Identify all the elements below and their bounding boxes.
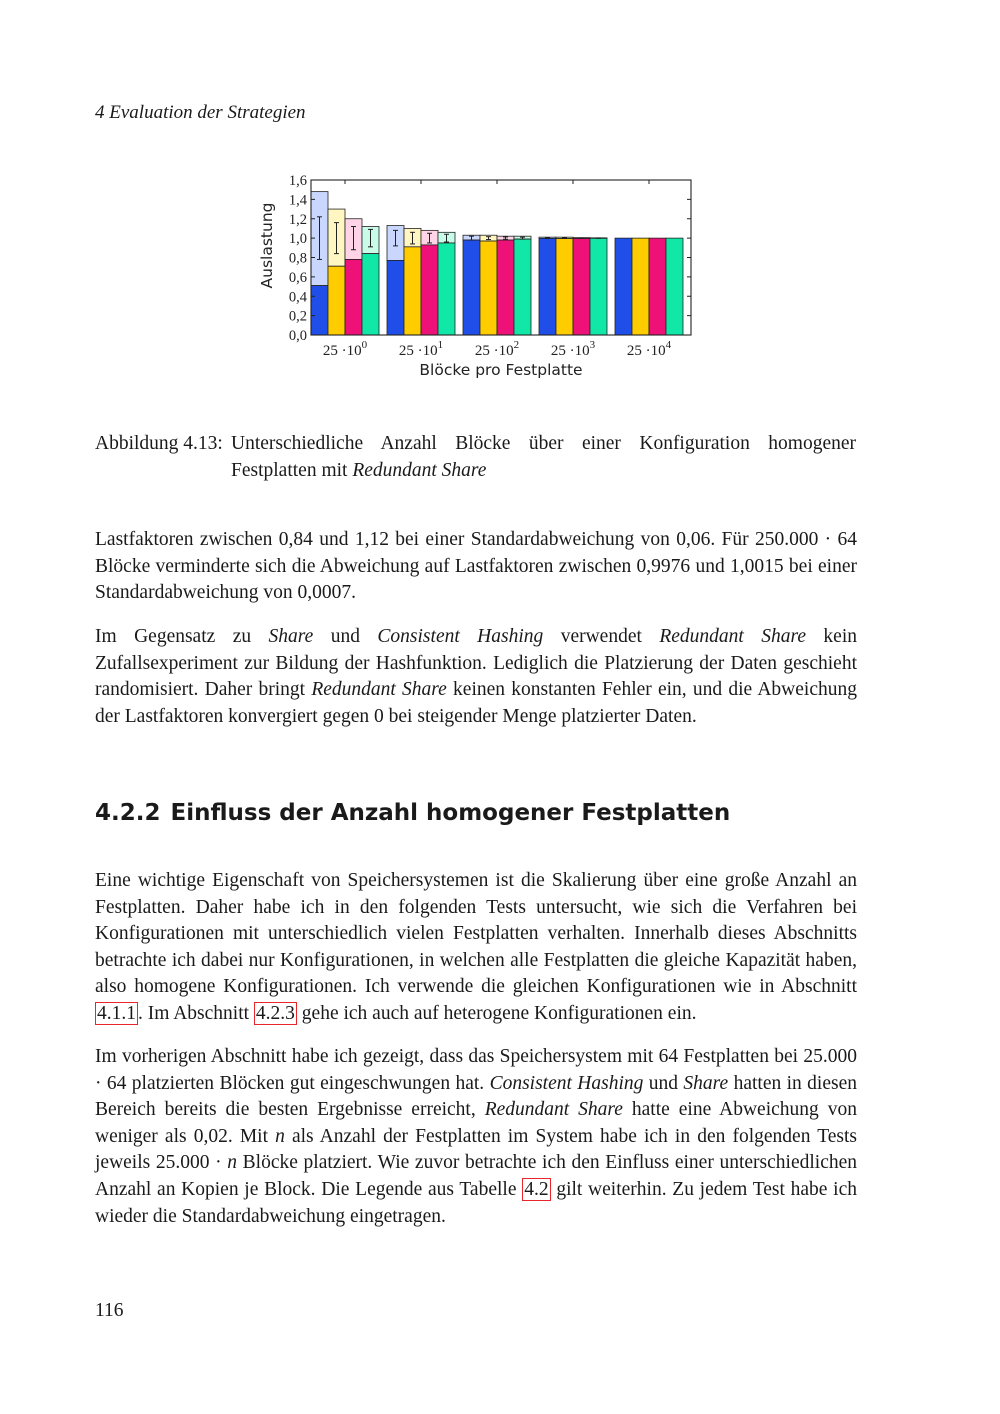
bar [539, 238, 556, 335]
section-heading [95, 800, 730, 826]
caption-label: Abbildung 4.13: [95, 433, 223, 454]
bar [345, 259, 362, 335]
ref-link-4-2-3[interactable]: 4.2.3 [255, 1002, 295, 1024]
y-tick-label: 0,6 [288, 269, 307, 286]
paragraph-redundant-share: Im Gegensatz zu Share und Consistent Hashing verwendet Redundant Share kein Zufallsexperiment zur Bildung der Hashfunktion. Lediglich die Platzierung der Daten geschieht randomisiert. Daher bringt Redundant Share keinen konstanten Fehler ein, und die Abweichung der Lastfaktoren konvergiert gegen 0 bei steigender Menge platzierter Daten. [95, 626, 858, 727]
bar [362, 254, 379, 335]
bar [404, 247, 421, 335]
bar [463, 240, 480, 335]
y-tick-label: 1,2 [288, 211, 307, 228]
bar [438, 243, 455, 335]
y-tick-label: 0,4 [288, 289, 307, 306]
ref-link-table-4-2[interactable]: 4.2 [524, 1178, 549, 1200]
figure-caption [95, 430, 860, 484]
bar [387, 260, 404, 335]
bar [590, 238, 607, 335]
bar [615, 238, 632, 335]
y-tick-label: 1,4 [288, 192, 307, 209]
y-tick-label: 0,0 [288, 328, 307, 344]
bar [632, 238, 649, 335]
bar [556, 239, 573, 335]
ref-link-4-1-1[interactable]: 4.1.1 [97, 1002, 136, 1024]
bar [649, 238, 666, 335]
bar [328, 266, 345, 335]
paragraph-load-factors: Lastfaktoren zwischen 0,84 und 1,12 bei einer Standardabweichung von 0,06. Für 250.000 · 64 Blöcke verminderte sich die Abweichung auf Lastfaktoren zwischen 0,9976 und 1,0015 bei einer Standardabweichung von 0,0007. [95, 529, 857, 604]
paragraph-scaling: Eine wichtige Eigenschaft von Speichersystemen ist die Skalierung über eine große Anzahl an Festplatten. Daher habe ich in den folgenden Tests untersucht, wie sich die Verfahren bei Konfigurationen mit unterschiedlich vielen Festplatten verhalten. Innerhalb dieses Abschnitts betrachte ich dabei nur Konfigurationen, in welchen alle Festplatten die gleiche Kapazität haben, also homogene Konfigurationen. Ich verwende die gleichen Konfigurationen wie in Abschnitt 4.1.1 . Im Abschnitt 4.2.3 gehe ich auch auf heterogene Konfigurationen ein. [95, 870, 857, 1024]
bar [666, 238, 683, 335]
x-tick-label: $25 \cdot 10^2$ [474, 339, 520, 359]
x-tick-label: $25 \cdot 10^0$ [322, 339, 368, 359]
bar [421, 245, 438, 335]
y-tick-label: 1,6 [288, 173, 307, 189]
y-tick-label: 1,0 [288, 231, 307, 248]
y-tick-label: 0,8 [288, 250, 307, 267]
bar [573, 239, 590, 335]
x-axis-label: Blöcke pro Festplatte [419, 361, 583, 379]
page-number: 116 [95, 1300, 124, 1321]
y-axis-label: Auslastung [258, 202, 276, 289]
paragraph-previous-section: Im vorherigen Abschnitt habe ich gezeigt, dass das Speichersystem mit 64 Festplatten bei 25.000 · 64 platzierten Blöcken gut eingeschwungen hat. Consistent Hashing und Share hatten in diesen Bereich bereits die besten Ergebnisse erreicht, Redundant Share hatte eine Abweichung von weniger als 0,02. Mit n als Anzahl der Festplatten im System habe ich in den folgenden Tests jeweils 25.000 · n Blöcke platziert. Wie zuvor betrachte ich den Einfluss einer unterschiedlichen Anzahl an Kopien je Block. Die Legende aus Tabelle 4.2 gilt weiterhin. Zu jedem Test habe ich wieder die Standardabweichung eingetragen. [95, 1046, 858, 1227]
bar [514, 239, 531, 335]
running-head: 4 Evaluation der Strategien [95, 102, 306, 123]
y-tick-label: 0,2 [288, 308, 307, 325]
section-number: 4.2.2 [95, 800, 161, 826]
x-tick-label: $25 \cdot 10^4$ [626, 339, 672, 359]
x-tick-label: $25 \cdot 10^3$ [550, 339, 596, 359]
section-title-text: Einfluss der Anzahl homogener Festplatten [170, 800, 731, 826]
bar-chart [250, 165, 720, 385]
caption-text: Unterschiedliche Anzahl Blöcke über einer Konfiguration homogener Festplatten mit Redundant Share [231, 433, 856, 481]
figure-4-13 [250, 165, 720, 385]
bar [480, 241, 497, 335]
bar [311, 286, 328, 335]
x-tick-label: $25 \cdot 10^1$ [398, 339, 444, 359]
bar [497, 240, 514, 335]
